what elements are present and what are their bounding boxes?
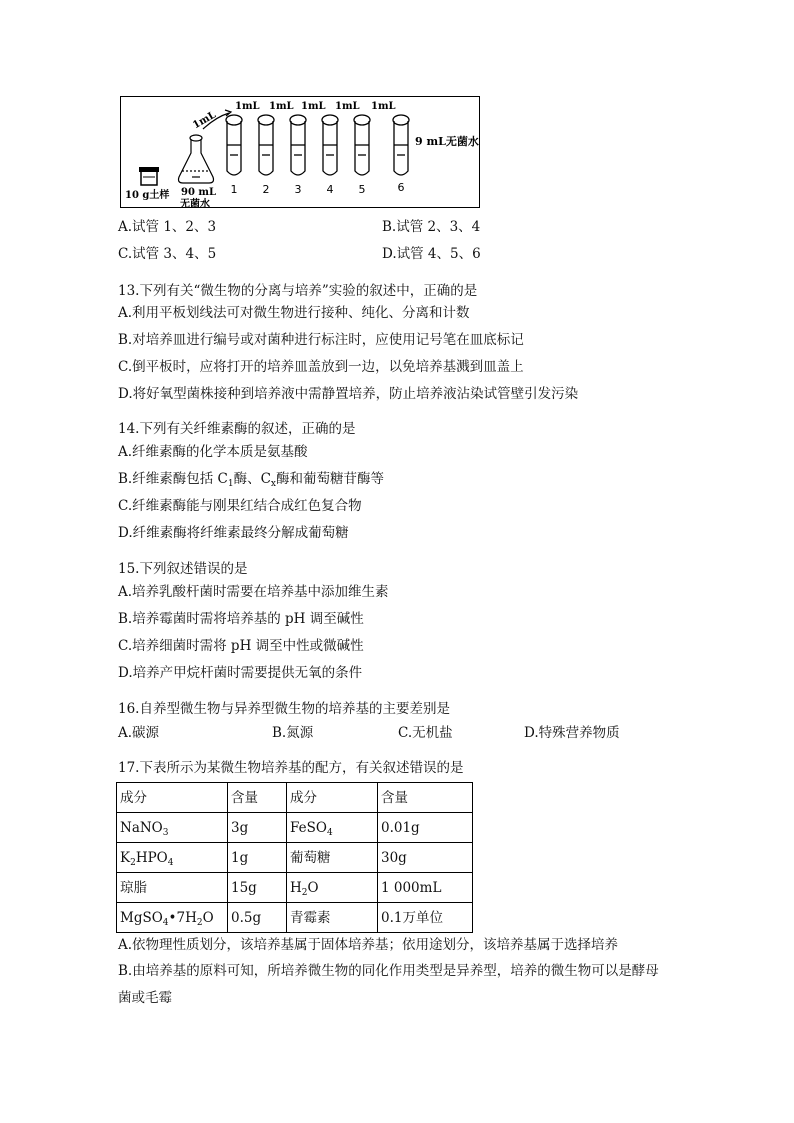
ingredient-amount: 15g	[228, 873, 287, 903]
ingredient-amount: 30g	[378, 843, 473, 873]
q12-option-a: A.试管 1、2、3	[118, 219, 217, 235]
table-header-cell: 含量	[228, 783, 287, 813]
q15-stem: 15.下列叙述错误的是	[118, 561, 248, 577]
test-tube-5	[354, 115, 370, 175]
tube-number-1: 1	[230, 183, 238, 196]
table-header-cell: 成分	[287, 783, 378, 813]
q13-option-b: B.对培养皿进行编号或对菌种进行标注时，应使用记号笔在皿底标记	[118, 332, 524, 348]
flask-label-water: 无菌水	[180, 199, 210, 209]
ingredient-name: $K_2HPO_4$	[117, 843, 228, 873]
recipe-table	[116, 782, 473, 933]
q16-option-c: C.无机盐	[398, 725, 453, 741]
ingredient-amount: 0.1万单位	[378, 903, 473, 933]
q16-option-a: A.碳源	[118, 725, 160, 741]
transfer-label-2: 1mL	[269, 101, 294, 112]
q14-option-d: D.纤维素酶将纤维素最终分解成葡萄糖	[118, 525, 349, 541]
q16-option-d: D.特殊营养物质	[524, 725, 620, 741]
q13-stem: 13.下列有关“微生物的分离与培养”实验的叙述中，正确的是	[118, 283, 478, 299]
test-tubes	[226, 115, 409, 175]
q14-option-b: B.纤维素酶包括 $C_1$酶、$C_x$酶和葡萄糖苷酶等	[118, 471, 384, 489]
q12-option-d: D.试管 4、5、6	[382, 246, 481, 262]
table-row	[117, 813, 473, 843]
transfer-label-4: 1mL	[335, 101, 360, 112]
q15-option-d: D.培养产甲烷杆菌时需要提供无氧的条件	[118, 665, 363, 681]
tube-number-6: 6	[397, 181, 405, 194]
q13-option-c: C.倒平板时，应将打开的培养皿盖放到一边，以免培养基溅到皿盖上	[118, 359, 524, 375]
ingredient-name: 青霉素	[287, 903, 378, 933]
table-row	[117, 903, 473, 933]
dilution-diagram	[121, 97, 481, 209]
tube-number-3: 3	[294, 183, 302, 196]
q14-option-c: C.纤维素酶能与刚果红结合成红色复合物	[118, 498, 362, 514]
tube-number-5: 5	[358, 183, 366, 196]
soil-container-icon	[139, 167, 159, 185]
soil-label: 10 g土样	[125, 190, 170, 201]
table-header-cell: 含量	[378, 783, 473, 813]
ingredient-amount: 0.5g	[228, 903, 287, 933]
transfer-label-0: 1mL	[191, 109, 218, 132]
tube-number-2: 2	[262, 183, 270, 196]
q13-option-a: A.利用平板划线法可对微生物进行接种、纯化、分离和计数	[118, 305, 470, 321]
q16-option-b: B.氮源	[272, 725, 314, 741]
q12-option-c: C.试管 3、4、5	[118, 246, 217, 262]
test-tube-1	[226, 115, 242, 175]
ingredient-name: FeSO$_4$	[287, 813, 378, 843]
table-header-row	[117, 783, 473, 813]
transfer-label-5: 1mL	[371, 101, 396, 112]
table-row	[117, 843, 473, 873]
ingredient-amount: 1g	[228, 843, 287, 873]
ingredient-name: 葡萄糖	[287, 843, 378, 873]
test-tube-4	[322, 115, 338, 175]
q17-option-b-line2: 菌或毛霉	[118, 990, 172, 1006]
table-row	[117, 873, 473, 903]
ingredient-name: 琼脂	[117, 873, 228, 903]
q15-option-c: C.培养细菌时需将 pH 调至中性或微碱性	[118, 638, 364, 654]
test-tube-6	[393, 115, 409, 175]
test-tube-3	[290, 115, 306, 175]
flask-label-volume: 90 mL	[181, 187, 217, 198]
ingredient-name: $MgSO_4•7H_2O$	[117, 903, 228, 933]
q16-stem: 16.自养型微生物与异养型微生物的培养基的主要差别是	[118, 701, 450, 717]
ingredient-amount: 0.01g	[378, 813, 473, 843]
transfer-label-1: 1mL	[235, 101, 260, 112]
transfer-label-3: 1mL	[301, 101, 326, 112]
water-label: 9 mL无菌水	[415, 135, 479, 148]
q15-option-a: A.培养乳酸杆菌时需要在培养基中添加维生素	[118, 584, 389, 600]
q14-stem: 14.下列有关纤维素酶的叙述，正确的是	[118, 421, 356, 437]
test-tube-2	[258, 115, 274, 175]
table-header-cell: 成分	[117, 783, 228, 813]
flask-icon	[179, 135, 214, 183]
ingredient-name: NaNO$_3$	[117, 813, 228, 843]
q13-option-d: D.将好氧型菌株接种到培养液中需静置培养，防止培养液沾染试管壁引发污染	[118, 386, 579, 402]
q14-option-a: A.纤维素酶的化学本质是氨基酸	[118, 444, 308, 460]
ingredient-amount: 3g	[228, 813, 287, 843]
dilution-figure	[120, 96, 480, 208]
tube-number-4: 4	[326, 183, 334, 196]
q17-stem: 17.下表所示为某微生物培养基的配方，有关叙述错误的是	[118, 760, 464, 776]
q17-option-a: A.依物理性质划分，该培养基属于固体培养基；依用途划分，该培养基属于选择培养	[118, 937, 619, 953]
ingredient-amount: 1 000mL	[378, 873, 473, 903]
q15-option-b: B.培养霉菌时需将培养基的 pH 调至碱性	[118, 611, 364, 627]
q17-option-b-line1: B.由培养基的原料可知，所培养微生物的同化作用类型是异养型，培养的微生物可以是酵母	[118, 963, 659, 979]
ingredient-name: $H_2O$	[287, 873, 378, 903]
q12-option-b: B.试管 2、3、4	[382, 219, 481, 235]
